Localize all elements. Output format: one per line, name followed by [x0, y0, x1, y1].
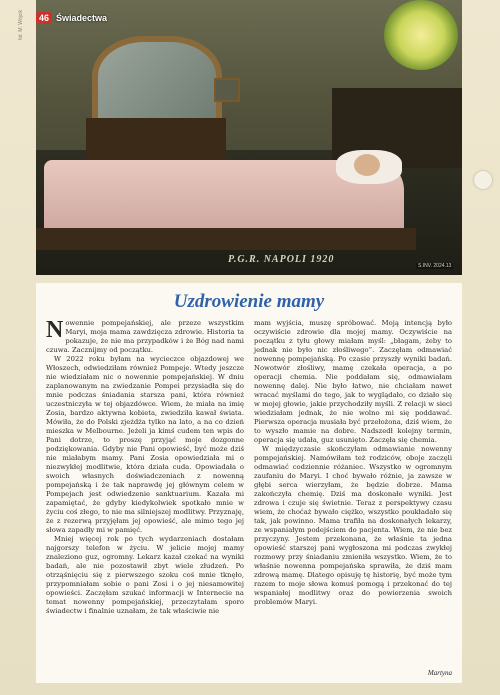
page-number: 46: [36, 12, 52, 24]
article-paragraph: W 2022 roku byłam na wycieczce objazdowej we Włoszech, odwiedziłam również Pompeje. Wtedy jeszcze nie wiedziałam nic o nowennie pompejańskiej. W dniu zaplanowanym na zwiedzanie Pompei przysiadła się do mnie podczas śniadania starsza pani, która również uczestniczyła w tej objazdówce. Wiem, że miała na imię Zosia, bardzo aktywna kobieta, zwiedziła kawał świata. Mówiła, że do Polski zjeżdża tylko na lato, a na co dzień mieszka w Melbourne. Jeżeli ja kimś cudem ten wpis do Pani dotrze, to proszę przyjąć moje dozgonne podziękowania. Gdyby nie Pani opowieść, być może dziś nie miałabym mamy. Pani Zosia opowiedziała mi o niezwykłej modlitwie, która działa cuda. Opowiadała o swoich własnych doświadczeniach z nowenną pompejańską i że tak naprawdę jej głównym celem w Pompejach jest odwiedzenie sanktuarium. Kazała mi zapamiętać, że gdyby kiedykolwiek spotkało mnie w życiu coś złego, to nie ma silniejszej modlitwy. Przyznaję, że z rezerwą przyjęłam jej opowieść, ale mimo tego jej słowa zapadły mi w pamięć.: [46, 355, 244, 534]
article-columns: [46, 319, 452, 616]
madonna-halo-icon: [384, 0, 458, 70]
article-column-right: [254, 319, 452, 616]
painting-bedframe: [36, 228, 416, 250]
painting-dresser: [86, 118, 226, 166]
painting-signature: P.G.R. NAPOLI 1920: [228, 254, 335, 265]
painting-small-frame: [214, 78, 240, 102]
drop-cap: N: [46, 317, 64, 343]
painting-woman-face: [354, 154, 380, 176]
article-box: [36, 283, 462, 683]
page-header: [36, 11, 107, 25]
side-tab-icon: [474, 171, 492, 189]
article-column-left: [46, 319, 244, 616]
article-author: Martyna: [427, 669, 452, 677]
article-title: Uzdrowienie mamy: [173, 291, 325, 312]
paragraph-text: owennie pompejańskiej, ale przeze wszystkim Maryi, moja mama zawdzięcza zdrowie. Historia ta pokazuje, że nie ma przypadków i że Bóg nad nami czuwa. Zacznijmy od początku.: [46, 319, 244, 354]
article-paragraph: W międzyczasie skończyłam odmawianie nowenny pompejańskiej. Namówiłam też rodziców, oboje zaczęli odmawiać codziennie różaniec. Wszystko w ogromnym zaufaniu do Maryi. I choć bywało różnie, ja zawsze w głębi serca wierzyłam, że będzie dobrze. Mama zakończyła chemię. Dziś ma doskonałe wyniki. Jest zdrowa i czuje się świetnie. Teraz z perspektywy czasu wiem, że choćaż bywało ciężko, wszystko poukładało się tak, jak powinno. Mama trafiła na doskonałych lekarzy, ze wspaniałym podejściem do pacjenta. Wiem, że nie bez przyczyny. Jestem przekonana, że właśnie ta jedna opowieść starszej pani wygłoszona mi podczas zwykłej rozmowy przy śniadaniu zmieniła wszystko. Wiem, że to właśnie nowenna pompejańska sprawiła, że dziś mam zdrową mamę. Dlatego opisuję tę historię, być może tym razem to moje słowa komuś pomogą i przekonać do tej wspaniałej modlitwy oraz do powierzenia swoich problemów Maryi.: [254, 445, 452, 606]
painting-image: [36, 0, 462, 275]
painting-code: S.INV. 2024.13: [418, 263, 452, 269]
article-paragraph: [46, 319, 244, 355]
section-title: Świadectwa: [56, 13, 108, 23]
photo-credit: fot. M. Wójcik: [18, 9, 24, 40]
article-paragraph: Mniej więcej rok po tych wydarzeniach dostałam najgorszy telefon w życiu. W jelicie mojej mamy znaleziono guz, ogromny. Lekarz kazał czekać na wyniki badań, ale nie pozostawił zbyt wiele złudzeń. Po otrząśnięciu się z pierwszego szoku coś mnie tknęło, przypomniałam sobie o pani Zosi i o jej niesamowitej opowieści. Zaczęłam szukać informacji w Internecie na temat nowenny pompejańskiej, przeczytałam sporo świadectw i finalnie uznałam, że tak właściwie nie: [46, 535, 244, 615]
article-paragraph: mam wyjścia, muszę spróbować. Moją intencją było oczywiście zdrowie dla mojej mamy. Oczywiście na początku z tyłu głowy miałam myśl: „błagam, żeby to jednak nie było nic złośliwego”. Zaczęłam odmawiać nowennę pompejańską. Po czasie przyszły wyniki badań. Nowotwór złośliwy, mamę czekała operacja, a po operacji chemia. Nie poddałam się, odmawiałam nowennę dalej. Nie było łatwo, nie chciałam nawet wracać myślami do tego, jak to wyglądało, co działo się w mojej głowie, jakie przychodziły myśli. Z relacji w sieci wiedziałam jednak, że nie wolno mi się poddawać. Pierwsza operacja musiała być przełożona, dziś wiem, że to wyszło mamie na dobre. Nadszedł kolejny termin, operacja się udała, guz usunięto. Zaczęła się chemia.: [254, 319, 452, 444]
